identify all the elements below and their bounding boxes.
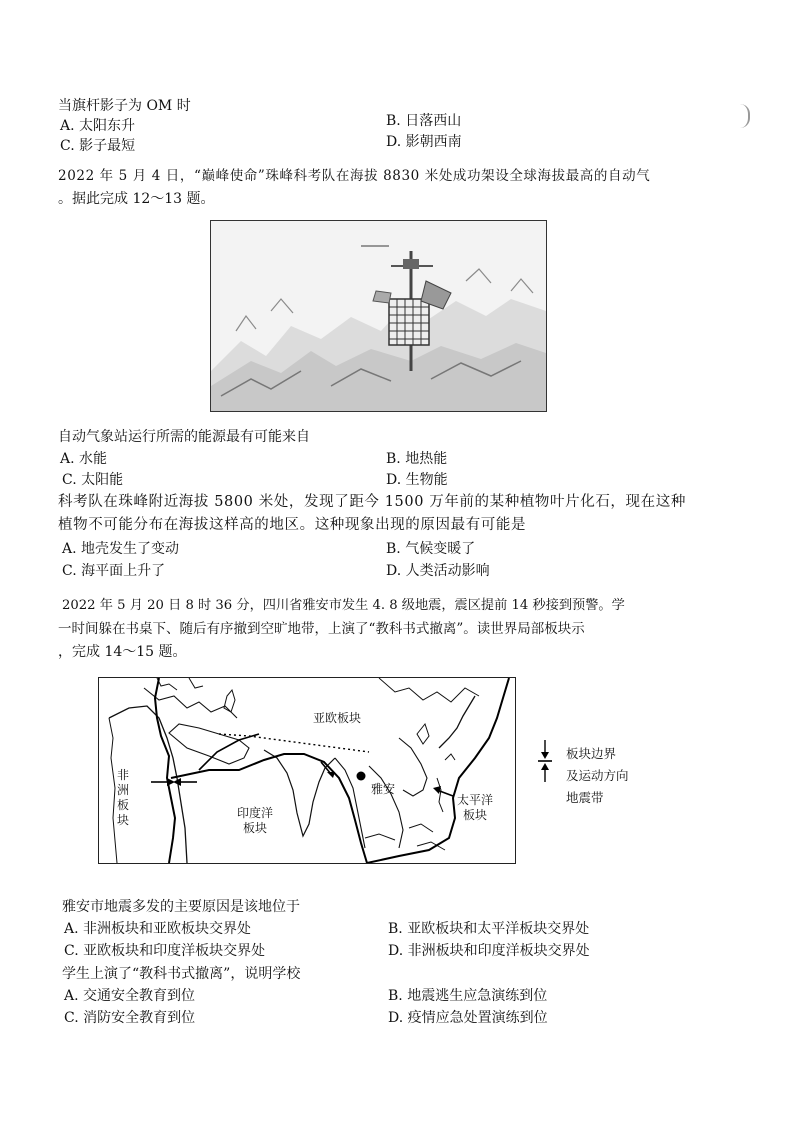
q14-option-b [388,920,589,938]
q13-option-d [386,562,490,580]
option-text: 影朝西南 [405,134,462,150]
passage2-line3: ，完成 14～15 题。 [58,644,187,660]
passage2-line1: 2022 年 5 月 20 日 8 时 36 分，四川省雅安市发生 4. 8 级地震，震区提前 14 秒接到预警。学 [62,598,625,613]
option-text: 日落西山 [405,113,462,129]
option-key: B. [388,988,403,1004]
q13-stem-line1: 科考队在珠峰附近海拔 5800 米处，发现了距今 1500 万年前的某种植物叶片化石，现在这种 [58,494,686,510]
indian-plate-label: 印度洋板块 [236,806,273,835]
q13-option-b [386,540,475,558]
option-text: 气候变暖了 [405,541,476,557]
option-text: 人类活动影响 [405,563,490,579]
option-key: A. [64,988,79,1004]
option-text: 地震逃生应急演练到位 [407,988,548,1004]
option-key: D. [386,563,402,579]
option-key: A. [62,541,77,557]
legend-boundary: 板块边界 [566,746,617,761]
q15-option-d [388,1009,548,1027]
option-text: 亚欧板块和太平洋板块交界处 [407,921,590,937]
pacific-plate-label: 太平洋板块 [456,793,493,822]
q12-option-c [62,471,123,489]
option-key: D. [388,1010,404,1026]
option-key: A. [64,921,79,937]
option-key: D. [386,472,402,488]
legend-quake-belt: 地震带 [566,790,604,805]
option-key: C. [60,138,75,154]
option-text: 水能 [79,451,108,467]
eurasian-plate-label: 亚欧板块 [313,711,362,725]
option-key: A. [60,451,75,467]
option-key: B. [386,113,401,129]
q13-option-a [62,540,179,558]
option-text: 生物能 [405,472,448,488]
q11-option-c [60,137,135,155]
option-text: 海平面上升了 [81,563,166,579]
plate-map [98,677,516,864]
option-key: C. [64,943,79,959]
q11-stem: 当旗杆影子为 OM 时 [58,98,191,114]
option-key: D. [388,943,404,959]
option-text: 地壳发生了变动 [81,541,180,557]
q15-option-a [64,987,195,1005]
passage2-line2: 一时间躲在书桌下、随后有序撤到空旷地带，上演了“教科书式撤离”。读世界局部板块示 [58,621,585,637]
q15-option-b [388,987,547,1005]
option-key: B. [386,541,401,557]
legend-direction: 及运动方向 [566,768,629,783]
yaan-label: 雅安 [371,782,396,796]
q13-option-c [62,562,165,580]
q15-stem: 学生上演了“教科书式撤离”，说明学校 [62,966,301,982]
boundary-arrows-icon [538,740,552,782]
q12-option-b [386,450,447,468]
q12-option-a [60,450,107,468]
option-text: 地热能 [405,451,448,467]
q14-option-d [388,942,590,960]
option-text: 影子最短 [79,138,136,154]
q11-option-b [386,112,461,130]
q11-option-d [386,133,462,151]
option-key: C. [62,472,77,488]
option-text: 非洲板块和亚欧板块交界处 [83,921,252,937]
option-key: A. [60,118,75,134]
page-edge-mark [736,104,750,128]
q14-option-a [64,920,251,938]
q12-stem: 自动气象站运行所需的能源最有可能来自 [58,429,310,445]
option-text: 疫情应急处置演练到位 [407,1010,548,1026]
african-plate-label: 非洲板块 [117,768,130,827]
q12-option-d [386,471,448,489]
option-text: 太阳东升 [79,118,136,134]
q14-stem: 雅安市地震多发的主要原因是该地位于 [62,899,300,915]
weather-station-photo [210,220,547,412]
q11-option-a [60,117,135,135]
passage1-line2: 。据此完成 12～13 题。 [58,191,215,207]
option-key: D. [386,134,402,150]
passage1-line1: 2022 年 5 月 4 日，“巅峰使命”珠峰科考队在海拔 8830 米处成功架设全球海拔最高的自动气 [58,168,651,184]
option-key: B. [388,921,403,937]
q13-stem-line2: 植物不可能分布在海拔这样高的地区。这种现象出现的原因最有可能是 [58,517,527,533]
option-text: 非洲板块和印度洋板块交界处 [407,943,590,959]
option-text: 交通安全教育到位 [83,988,196,1004]
option-text: 太阳能 [81,472,124,488]
option-key: C. [62,563,77,579]
option-text: 亚欧板块和印度洋板块交界处 [83,943,266,959]
option-key: C. [64,1010,79,1026]
option-text: 消防安全教育到位 [83,1010,196,1026]
q14-option-c [64,942,265,960]
q15-option-c [64,1009,195,1027]
option-key: B. [386,451,401,467]
